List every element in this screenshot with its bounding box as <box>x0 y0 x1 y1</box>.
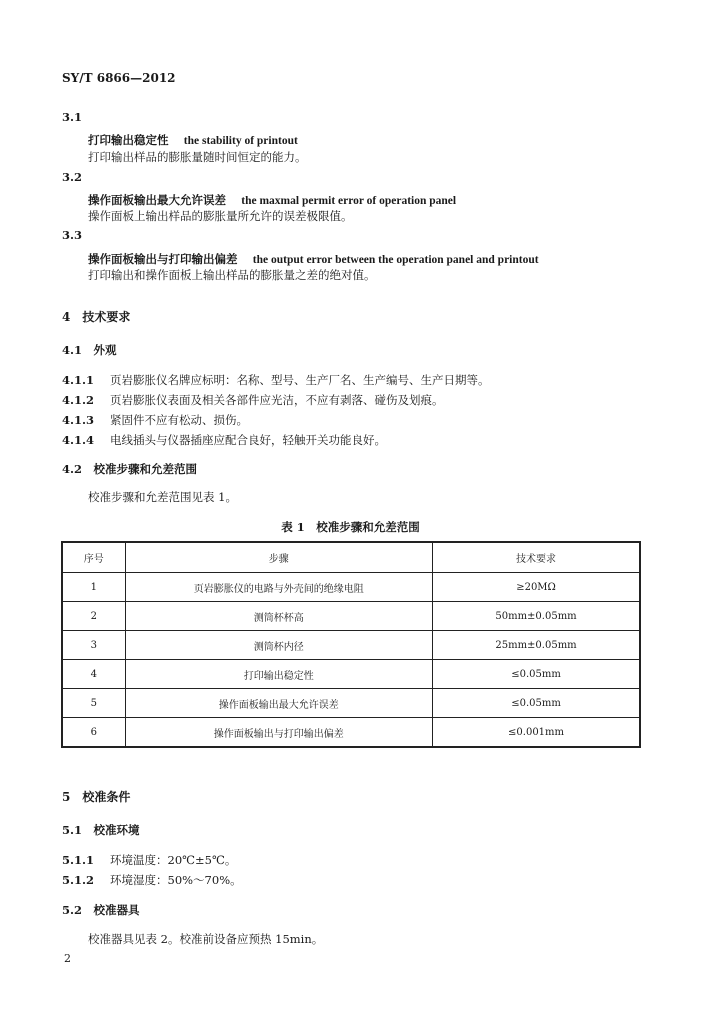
subsection-heading: 5.2 校准器具 <box>62 903 140 917</box>
table-cell: 测筒杯杯高 <box>125 602 432 631</box>
term-heading <box>88 189 456 208</box>
clause-number: 4.1.4 <box>62 433 95 447</box>
paragraph: 校准器具见表 2。校准前设备应预热 15min。 <box>88 932 324 946</box>
table-cell: 测筒杯内径 <box>125 631 432 660</box>
page-number: 2 <box>64 952 71 965</box>
clause-text: 页岩膨胀仪名牌应标明：名称、型号、生产厂名、生产编号、生产日期等。 <box>110 373 490 387</box>
table-title: 表 1 校准步骤和允差范围 <box>281 520 420 534</box>
table-cell: 页岩膨胀仪的电路与外壳间的绝缘电阻 <box>125 573 432 602</box>
term-chinese: 打印输出稳定性 <box>88 133 169 147</box>
term-chinese: 操作面板输出与打印输出偏差 <box>88 252 238 266</box>
table-cell: ≤0.05mm <box>433 689 640 718</box>
term-number: 3.2 <box>62 170 83 184</box>
clause-number: 5.1.1 <box>62 853 95 867</box>
clause-number: 4.1.2 <box>62 393 95 407</box>
term-definition: 打印输出和操作面板上输出样品的膨胀量之差的绝对值。 <box>88 268 376 282</box>
clause-text: 紧固件不应有松动、损伤。 <box>110 413 248 427</box>
paragraph: 校准步骤和允差范围见表 1。 <box>88 490 237 504</box>
column-header: 序号 <box>62 542 125 573</box>
clause-number: 4.1.3 <box>62 413 95 427</box>
term-english: the stability of printout <box>183 135 298 147</box>
term-number: 3.1 <box>62 110 83 124</box>
subsection-heading: 4.2 校准步骤和允差范围 <box>62 462 198 476</box>
table-row <box>62 689 640 718</box>
table-header-row <box>62 542 640 573</box>
table-cell: ≤0.05mm <box>433 660 640 689</box>
table-cell: 50mm±0.05mm <box>433 602 640 631</box>
clause-number: 5.1.2 <box>62 873 95 887</box>
clause-item <box>62 852 236 868</box>
table-cell: 打印输出稳定性 <box>125 660 432 689</box>
table-cell: 4 <box>62 660 125 689</box>
table-row <box>62 718 640 748</box>
column-header: 步骤 <box>125 542 432 573</box>
table-row <box>62 631 640 660</box>
table-cell: 操作面板输出与打印输出偏差 <box>125 718 432 748</box>
table-cell: 25mm±0.05mm <box>433 631 640 660</box>
term-definition: 操作面板上输出样品的膨胀量所允许的误差极限值。 <box>88 209 353 223</box>
table-cell: 6 <box>62 718 125 748</box>
table-cell: 3 <box>62 631 125 660</box>
table-row <box>62 573 640 602</box>
table-row <box>62 660 640 689</box>
clause-text: 电线插头与仪器插座应配合良好，轻触开关功能良好。 <box>110 433 386 447</box>
clause-text: 环境湿度：50%～70%。 <box>110 873 242 887</box>
clause-number: 4.1.1 <box>62 373 95 387</box>
term-chinese: 操作面板输出最大允许误差 <box>88 193 226 207</box>
term-english: the output error between the operation panel and printout <box>252 254 539 266</box>
table-cell: ≥20MΩ <box>433 573 640 602</box>
table-cell: 2 <box>62 602 125 631</box>
section-heading: 5 校准条件 <box>62 790 131 804</box>
clause-item <box>62 872 242 888</box>
clause-item <box>62 412 248 428</box>
term-english: the maxmal permit error of operation panel <box>241 195 457 207</box>
clause-item <box>62 372 490 388</box>
table-row <box>62 602 640 631</box>
term-number: 3.3 <box>62 228 83 242</box>
clause-text: 环境温度：20℃±5℃。 <box>110 853 237 867</box>
calibration-table <box>61 541 641 748</box>
clause-item <box>62 392 444 408</box>
subsection-heading: 4.1 外观 <box>62 343 117 357</box>
subsection-heading: 5.1 校准环境 <box>62 823 140 837</box>
table-cell: 1 <box>62 573 125 602</box>
clause-item <box>62 432 386 448</box>
term-heading <box>88 248 539 267</box>
term-definition: 打印输出样品的膨胀量随时间恒定的能力。 <box>88 150 307 164</box>
standard-code: SY/T 6866—2012 <box>62 71 176 85</box>
table-cell: 5 <box>62 689 125 718</box>
term-heading <box>88 129 298 148</box>
table-cell: 操作面板输出最大允许误差 <box>125 689 432 718</box>
section-heading: 4 技术要求 <box>62 310 131 324</box>
clause-text: 页岩膨胀仪表面及相关各部件应光洁，不应有剥落、碰伤及划痕。 <box>110 393 444 407</box>
column-header: 技术要求 <box>433 542 640 573</box>
table-cell: ≤0.001mm <box>433 718 640 748</box>
